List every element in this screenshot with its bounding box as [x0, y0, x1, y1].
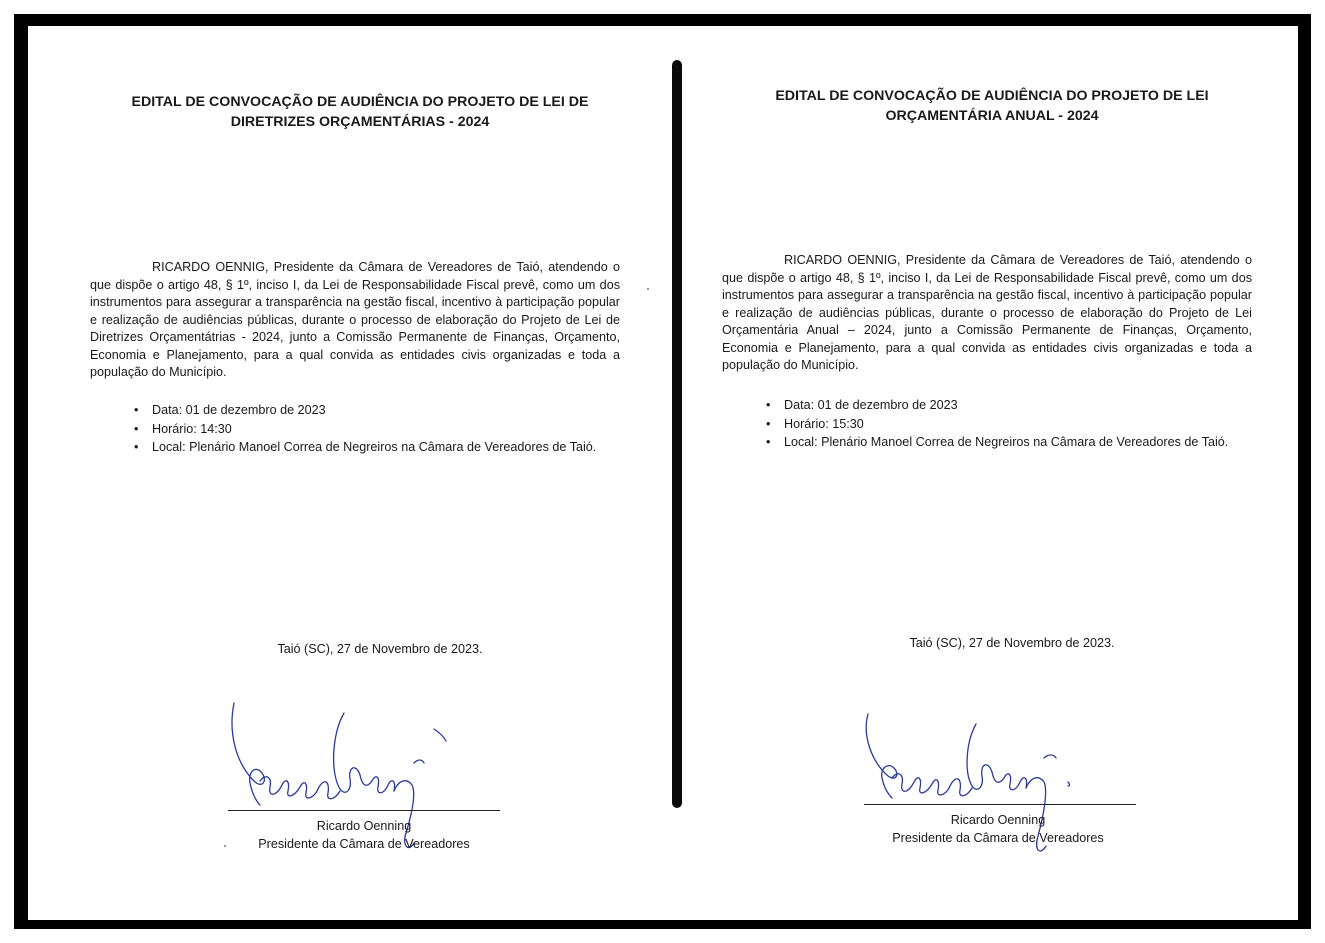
signature-line [228, 810, 500, 811]
scan-speck [224, 845, 226, 847]
place-date: Taió (SC), 27 de Novembro de 2023. [277, 642, 483, 656]
event-location: • Local: Plenário Manoel Correa de Negreiros na Câmara de Vereadores de Taió. [762, 433, 1228, 452]
signature-line [864, 804, 1136, 805]
handwritten-signature [858, 706, 1158, 876]
body-text: RICARDO OENNIG, Presidente da Câmara de Vereadores de Taió, atendendo o que dispõe o artigo 48, § 1º, inciso I, da Lei de Responsabilidade Fiscal prevê, como um dos instrumentos para assegurar a transparência na gestão fiscal, incentivo à participação popular e realização de audiências públicas, durante o processo de elaboração do Projeto de Lei de Diretrizes Orçamentátrias - 2024, junto a Comissão Permanente de Finanças, Orçamento, Economia e Planejamento, para a qual convida as entidades civis organizadas e toda a população do Município. [90, 260, 620, 379]
scan-speck [647, 288, 649, 290]
body-paragraph [90, 259, 620, 382]
signer-name: Ricardo Oenning [950, 813, 1046, 827]
event-date: • Data: 01 de dezembro de 2023 [762, 396, 1228, 415]
signer-name: Ricardo Oenning [316, 819, 412, 833]
signature [858, 706, 1158, 876]
event-time: • Horário: 15:30 [762, 415, 1228, 434]
signer-role: Presidente da Câmara de Vereadores [892, 831, 1104, 845]
signature-text: Ricardo Oenning [226, 693, 234, 694]
place-date: Taió (SC), 27 de Novembro de 2023. [909, 636, 1115, 650]
page-divider [672, 60, 682, 808]
signer-role: Presidente da Câmara de Vereadores [258, 837, 470, 851]
signer-block [848, 811, 1148, 847]
event-details-list [130, 401, 596, 457]
event-date: • Data: 01 de dezembro de 2023 [130, 401, 596, 420]
signer-block [214, 817, 514, 853]
body-paragraph [722, 252, 1252, 375]
title-line-2: ORÇAMENTÁRIA ANUAL - 2024 [885, 108, 1099, 124]
document-title [90, 92, 630, 132]
event-details-list [762, 396, 1228, 452]
document-title [722, 86, 1262, 126]
body-text: RICARDO OENNIG, Presidente da Câmara de Vereadores de Taió, atendendo o que dispõe o artigo 48, § 1º, inciso I, da Lei de Responsabilidade Fiscal prevê, como um dos instrumentos para assegurar a transparência na gestão fiscal, incentivo à participação popular e realização de audiências públicas, durante o processo de elaboração do Projeto de Lei Orçamentária Anual – 2024, junto a Comissão Permanente de Finanças, Orçamento, Economia e Planejamento, para a qual convida as entidades civis organizadas e toda a população do Município. [722, 253, 1252, 372]
event-time: • Horário: 14:30 [130, 420, 596, 439]
event-location: • Local: Plenário Manoel Correa de Negreiros na Câmara de Vereadores de Taió. [130, 438, 596, 457]
title-line-2: DIRETRIZES ORÇAMENTÁRIAS - 2024 [230, 114, 490, 130]
title-line-1: EDITAL DE CONVOCAÇÃO DE AUDIÊNCIA DO PROJETO DE LEI DE [131, 94, 589, 110]
signature-text: Ricardo Oenning [858, 706, 866, 707]
title-line-1: EDITAL DE CONVOCAÇÃO DE AUDIÊNCIA DO PROJETO DE LEI [775, 88, 1209, 104]
